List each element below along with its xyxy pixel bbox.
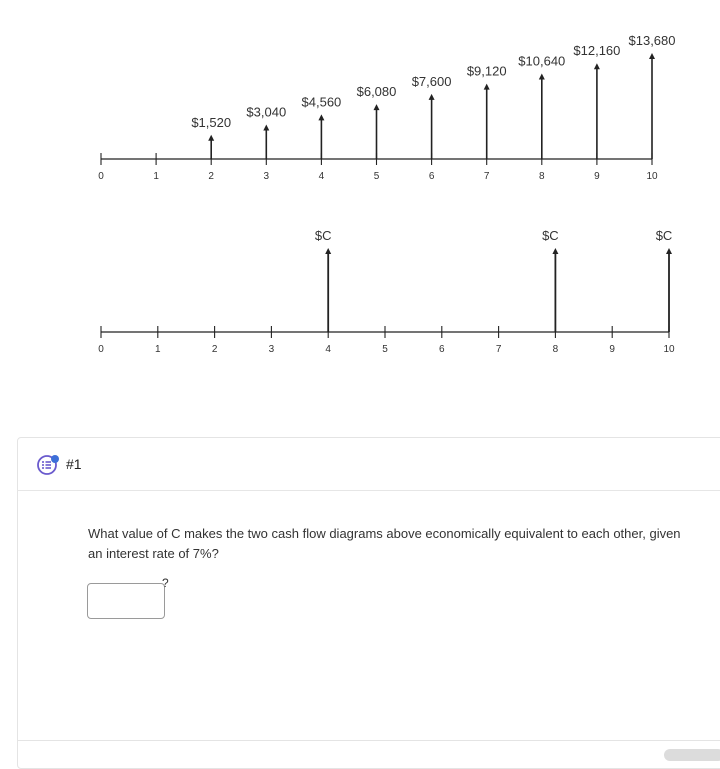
cash-flow-label: $7,600	[411, 73, 452, 89]
cash-flow-diagram-2	[98, 228, 675, 355]
period-label: 5	[373, 171, 380, 182]
card-header-divider	[17, 490, 720, 491]
cash-flow-label: $3,040	[246, 104, 287, 120]
period-label: 5	[382, 344, 388, 355]
question-number: #1	[66, 456, 82, 472]
cash-flow-arrowhead	[374, 104, 380, 110]
cash-flow-label: $9,120	[466, 63, 507, 79]
question-list-icon	[36, 454, 60, 476]
period-label: 4	[325, 344, 331, 355]
cash-flow-label: $13,680	[628, 33, 676, 48]
period-label: 1	[155, 344, 161, 355]
cash-flow-arrowhead	[208, 135, 214, 141]
period-label: 6	[439, 344, 445, 355]
period-label: 2	[211, 344, 218, 355]
question-text: What value of C makes the two cash flow diagrams above economically equivalent to each other, given an interest rate of 7%?	[88, 526, 681, 561]
cash-flow-diagrams	[0, 0, 720, 380]
period-label: 7	[483, 171, 490, 182]
cash-flow-label: $1,520	[191, 114, 232, 130]
period-label: 0	[98, 344, 104, 355]
period-label: 0	[98, 171, 104, 182]
cash-flow-arrowhead	[649, 53, 655, 59]
cash-flow-label: $4,560	[301, 94, 342, 110]
cash-flow-label: $C	[655, 228, 673, 243]
period-label: 10	[646, 171, 658, 182]
answer-hint: ?	[162, 576, 169, 590]
period-label: 8	[539, 171, 545, 182]
cash-flow-arrowhead	[263, 125, 269, 131]
submit-button[interactable]	[664, 749, 720, 761]
period-label: 3	[263, 171, 270, 182]
period-label: 8	[552, 344, 559, 355]
cash-flow-arrowhead	[429, 94, 435, 100]
cash-flow-arrowhead	[484, 84, 490, 90]
period-label: 2	[208, 171, 214, 182]
cash-flow-label: $6,080	[356, 84, 397, 100]
period-label: 6	[428, 171, 435, 182]
answer-input[interactable]	[87, 583, 165, 619]
period-label: 9	[594, 171, 600, 182]
period-label: 7	[495, 344, 502, 355]
cash-flow-label: $10,640	[518, 53, 566, 69]
cash-flow-label: $C	[542, 228, 559, 243]
cash-flow-label: $12,160	[573, 43, 621, 59]
cash-flow-arrowhead	[318, 114, 324, 120]
period-label: 9	[609, 344, 615, 355]
cash-flow-arrowhead	[539, 73, 545, 79]
cash-flow-label: $C	[314, 228, 332, 243]
cash-flow-arrowhead	[594, 63, 600, 69]
cash-flow-diagram-1	[98, 33, 675, 182]
period-label: 4	[318, 171, 325, 182]
cash-flow-arrowhead	[325, 248, 331, 254]
cash-flow-arrowhead	[552, 248, 558, 254]
cash-flow-arrowhead	[666, 248, 672, 254]
period-label: 1	[153, 171, 159, 182]
card-footer-divider	[17, 740, 720, 741]
period-label: 3	[268, 344, 275, 355]
period-label: 10	[663, 344, 675, 355]
